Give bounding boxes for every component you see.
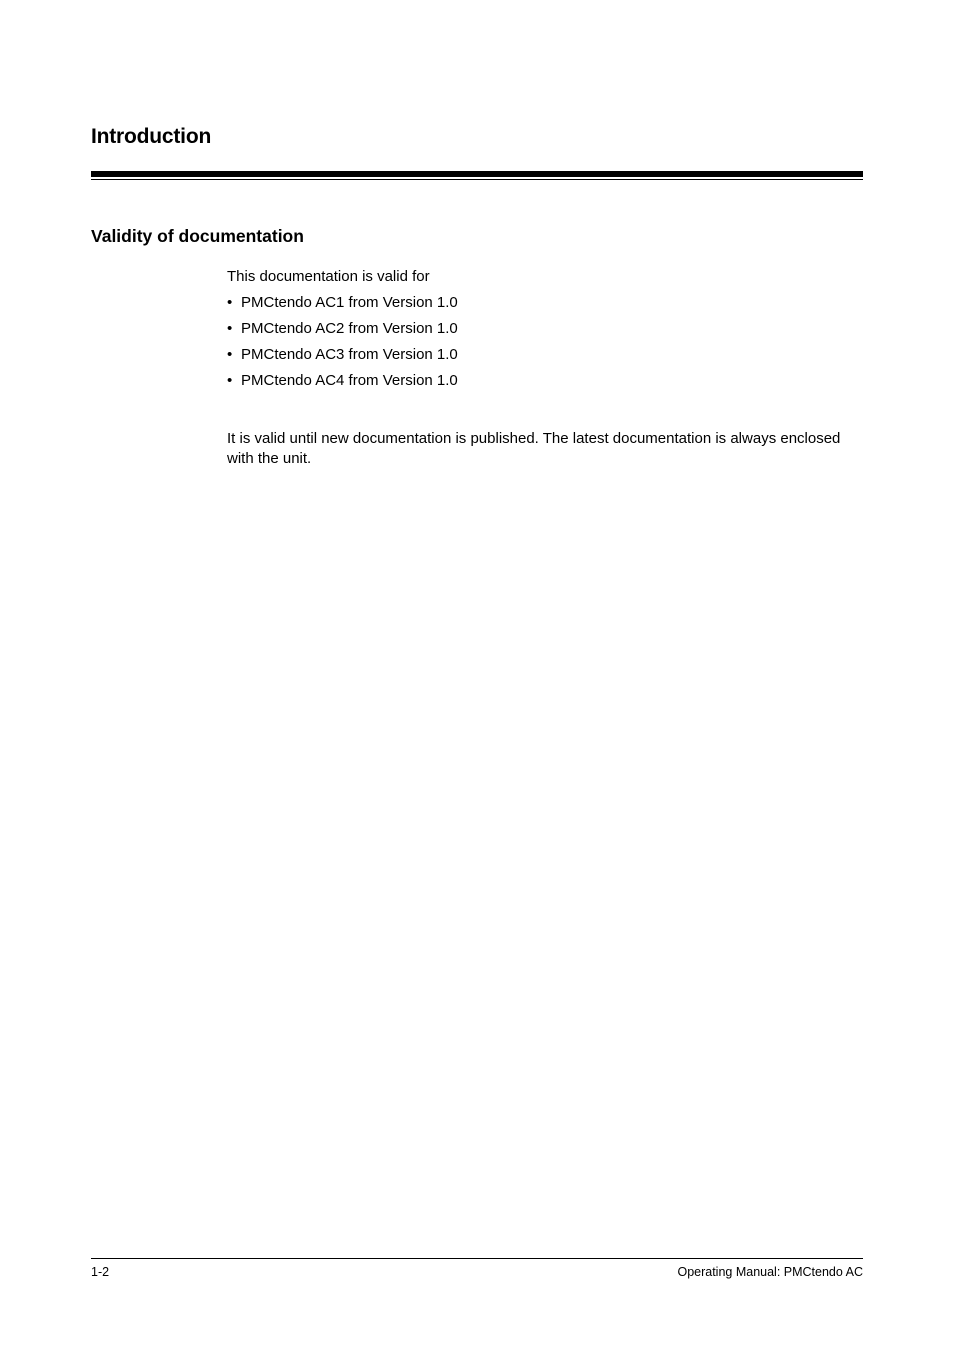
bullet-icon: • [227, 372, 233, 389]
list-item-text: PMCtendo AC3 from Version 1.0 [241, 346, 458, 363]
list-item-text: PMCtendo AC4 from Version 1.0 [241, 372, 458, 389]
footer-rule [91, 1258, 863, 1259]
chapter-rule-thin [91, 179, 863, 180]
list-item [227, 345, 458, 371]
footer-manual-title: Operating Manual: PMCtendo AC [677, 1265, 863, 1279]
list-item [227, 319, 458, 345]
section-title: Validity of documentation [91, 226, 304, 246]
footer-page-number: 1-2 [91, 1265, 110, 1279]
validity-note-paragraph: It is valid until new documentation is published. The latest documentation is always enclosed with the unit. [227, 430, 841, 467]
bullet-icon: • [227, 346, 233, 363]
list-item [227, 371, 458, 397]
bullet-icon: • [227, 320, 233, 337]
list-item-text: PMCtendo AC2 from Version 1.0 [241, 320, 458, 337]
product-version-list [227, 293, 458, 397]
list-item-text: PMCtendo AC1 from Version 1.0 [241, 294, 458, 311]
bullet-icon: • [227, 294, 233, 311]
chapter-title: Introduction [91, 125, 212, 148]
list-item [227, 293, 458, 319]
chapter-rule-thick [91, 171, 863, 177]
validity-intro-text: This documentation is valid for [227, 268, 430, 285]
